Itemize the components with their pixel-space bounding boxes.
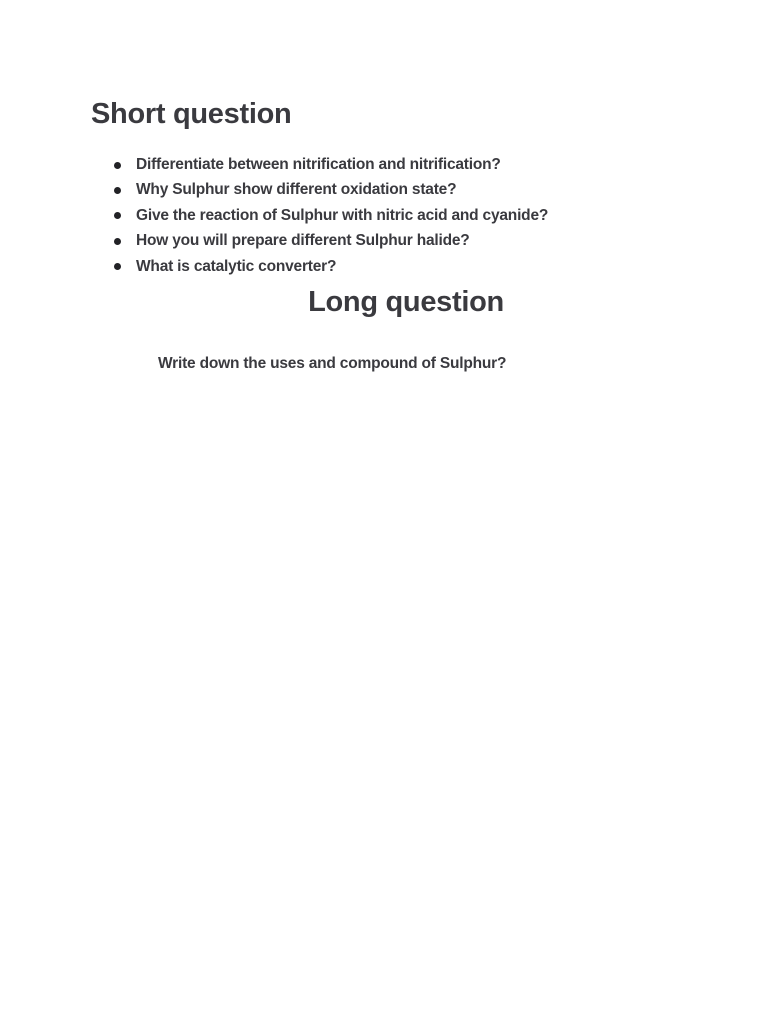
question-text: What is catalytic converter?	[136, 257, 337, 275]
list-item	[0, 254, 548, 279]
list-item	[0, 177, 548, 202]
bullet-icon	[114, 162, 121, 169]
question-text: Give the reaction of Sulphur with nitric acid and cyanide?	[136, 206, 549, 224]
short-question-list	[0, 152, 548, 279]
list-item	[0, 228, 548, 253]
bullet-icon	[114, 212, 121, 219]
question-text: Differentiate between nitrification and nitrification?	[136, 156, 501, 173]
bullet-icon	[114, 263, 121, 270]
long-question-heading: Long question	[308, 286, 504, 318]
short-question-heading: Short question	[91, 98, 292, 130]
question-text: How you will prepare different Sulphur halide?	[136, 232, 470, 250]
question-text: Why Sulphur show different oxidation state?	[136, 181, 457, 199]
bullet-icon	[114, 187, 121, 194]
bullet-icon	[114, 238, 121, 245]
list-item	[0, 203, 548, 228]
list-item	[0, 152, 548, 177]
long-question-text: Write down the uses and compound of Sulphur?	[158, 355, 507, 372]
